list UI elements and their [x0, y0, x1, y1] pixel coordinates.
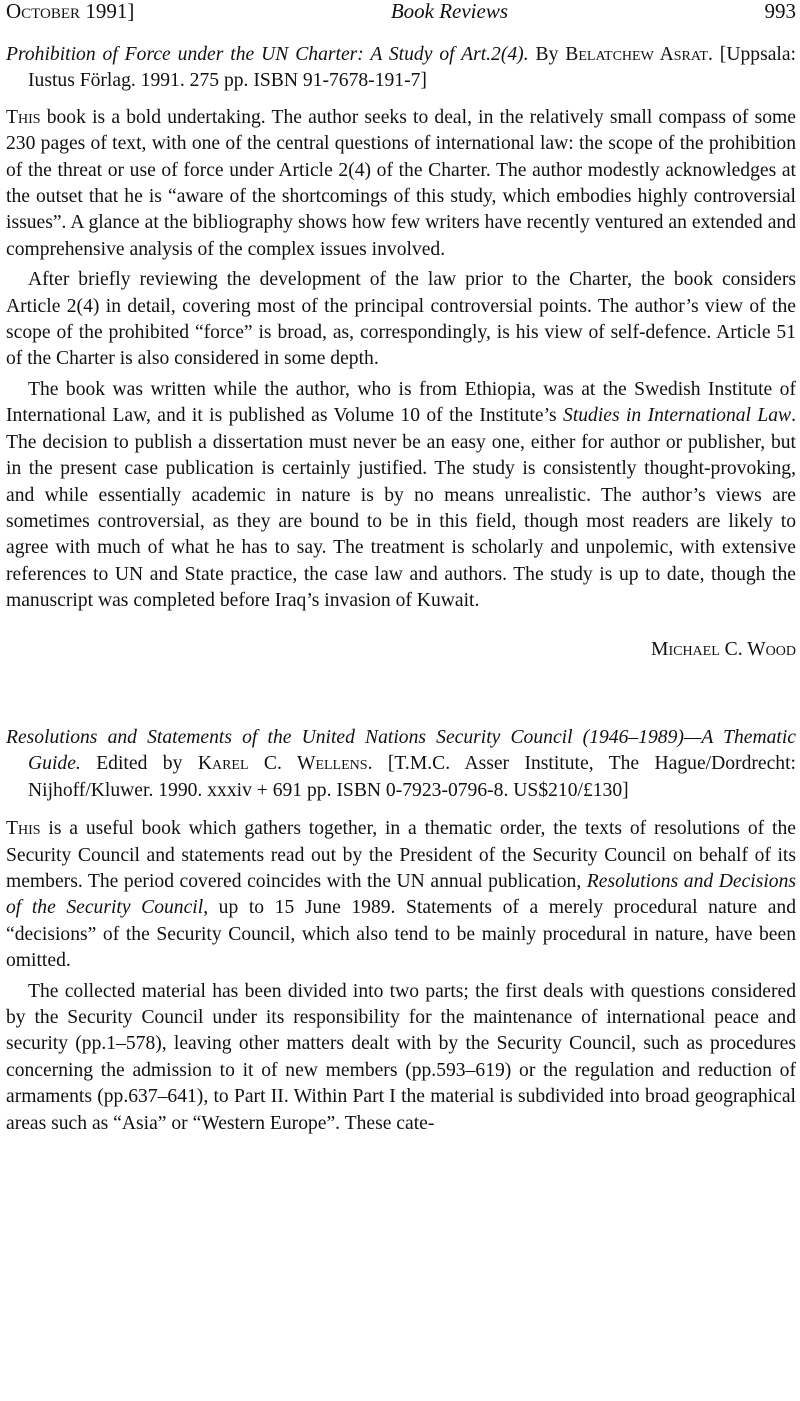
paragraph-text: is a useful book which gathers together, in a thematic order, the texts of resolutions of the Security Council and statements read out by the President of the Security Council on behalf of its members. The period covered coincides with the UN annual publication, — [6, 818, 796, 892]
publication-title: Resolutions and Decisions of the Security Council — [6, 870, 796, 919]
review-1-body — [6, 105, 796, 663]
review-2-paragraph-2: The collected material has been divided into two parts; the first deals with questions considered by the Security Council under its responsibility for the maintenance of international peace and security (pp.1–578), leaving other matters dealt with by the Security Council, such as procedures concerning the admission to it of new members (pp.593–619) or the regulation and reduction of armaments (pp.637–641), to Part II. Within Part I the material is subdivided into broad geographical areas such as “Asia” or “Western Europe”. These cate- — [6, 980, 796, 1134]
review-2-body — [6, 816, 796, 1137]
review-1-by: By — [535, 44, 559, 65]
paragraph-text: book is a bold undertaking. The author seeks to deal, in the relatively small compass of some 230 pages of text, with one of the central questions of international law: the scope of the prohibition of the threat or use of force under Article 2(4) of the Charter. The author modestly acknowledges at the outset that he is “aware of the shortcomings of this study, which embodies highly controversial issues”. A glance at the bibliography shows how few writers have recently ventured an extended and comprehensive analysis of the complex issues involved. — [6, 106, 796, 260]
review-2-author: Karel C. Wellens — [197, 753, 368, 775]
review-1-paragraph-2: After briefly reviewing the development of the law prior to the Charter, the book considers Article 2(4) in detail, covering most of the principal controversial points. The author’s view of the scope of the prohibited “force” is broad, as, correspondingly, is his view of self-defence. Article 51 of the Charter is also considered in some depth. — [6, 269, 796, 370]
header-year: 1991] — [85, 0, 135, 23]
running-header — [6, 0, 796, 26]
review-1-citation — [6, 42, 796, 95]
review-2-title: Resolutions and Statements of the United Nations Security Council (1946–1989)—A Thematic Guide. — [6, 726, 796, 775]
paragraph-text: The book was written while the author, who is from Ethiopia, was at the Swedish Institute of International Law, and it is published as Volume 10 of the Institute’s — [6, 378, 796, 427]
review-1-pub-info: . [Uppsala: Iustus Förlag. 1991. 275 pp. ISBN 91-7678-191-7] — [28, 44, 796, 92]
paragraph-lead: This — [6, 818, 41, 840]
review-1-title: Prohibition of Force under the UN Charter: A Study of Art.2(4). — [6, 44, 529, 65]
review-2-citation — [6, 725, 796, 804]
review-2-pub-info: . [T.M.C. Asser Institute, The Hague/Dordrecht: Nijhoff/Kluwer. 1990. xxxiv + 691 pp. ISBN 0-7923-0796-8. US$210/£130] — [28, 753, 796, 801]
review-1-author: Belatchew Asrat — [565, 44, 708, 65]
header-month: October — [6, 0, 81, 23]
review-2-by: Edited by — [96, 753, 183, 775]
paragraph-text: , up to 15 June 1989. Statements of a merely procedural nature and “decisions” of the Security Council, which also tend to be mainly procedural in nature, have been omitted. — [6, 897, 796, 972]
page-number: 993 — [764, 0, 796, 23]
review-1-paragraph-3 — [6, 377, 796, 615]
paragraph-text: . The decision to publish a dissertation must never be an easy one, either for author or publisher, but in the present case publication is certainly justified. The study is consistently thought-provoking, and while essentially academic in nature is by no means unrealistic. The author’s views are sometimes controversial, as they are bound to be in this field, though most readers are likely to agree with much of what he has to say. The treatment is scholarly and unpolemic, with extensive references to UN and State practice, the case law and authors. The study is up to date, though the manuscript was completed before Iraq’s invasion of Kuwait. — [6, 405, 797, 612]
review-2-paragraph-1 — [6, 816, 796, 974]
header-left — [6, 0, 134, 26]
paragraph-lead: This — [6, 106, 41, 128]
header-journal-section: Book Reviews — [390, 0, 509, 23]
review-1-reviewer: Michael C. Wood — [651, 638, 796, 660]
series-title: Studies in International Law — [563, 405, 792, 427]
review-1-paragraph-1 — [6, 105, 796, 263]
